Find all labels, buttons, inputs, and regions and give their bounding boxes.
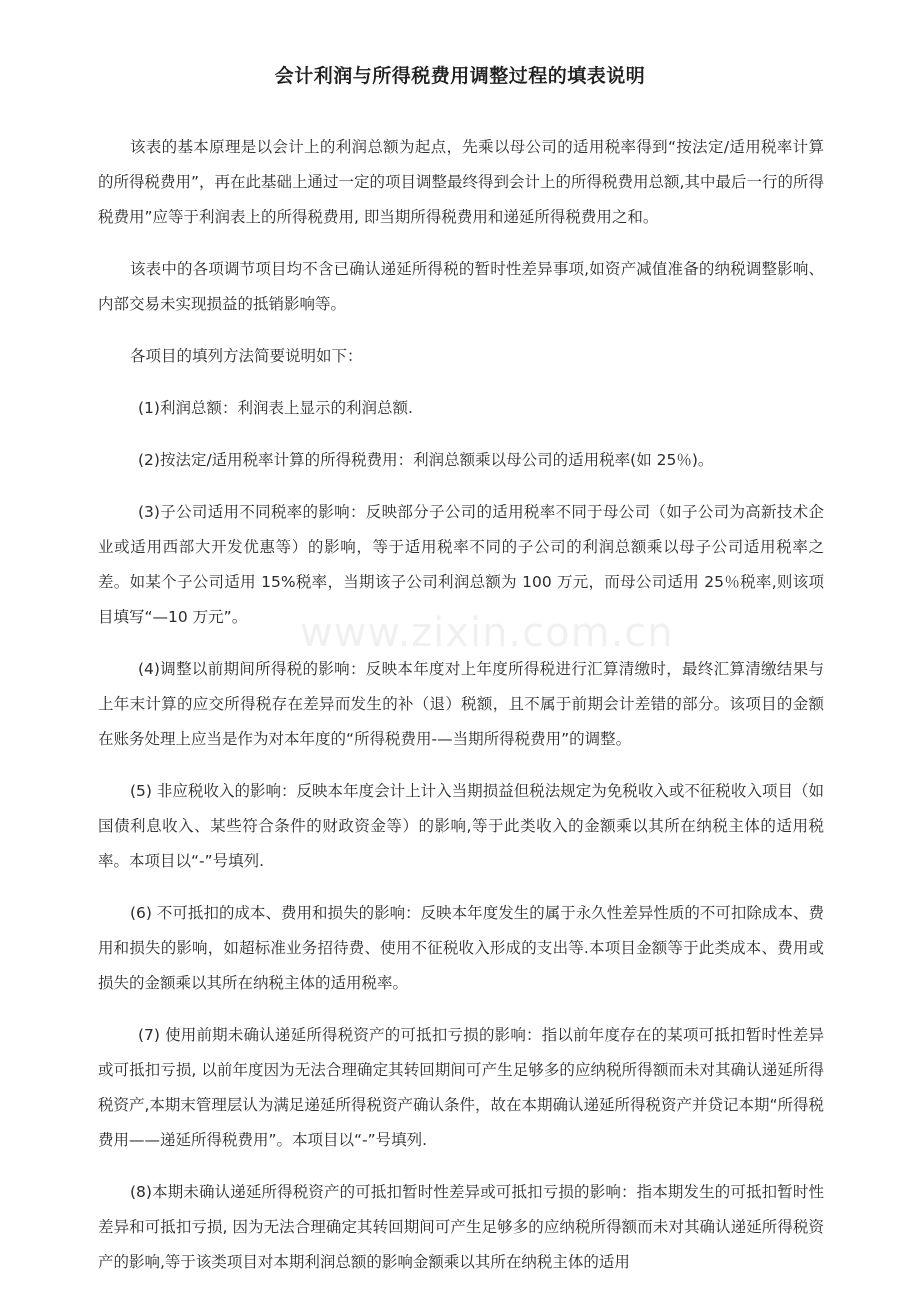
page-title: 会计利润与所得税费用调整过程的填表说明 [274,65,646,87]
watermark: www.zixin.com.cn [300,610,674,656]
paragraph-item-5: (5) 非应税收入的影响：反映本年度会计上计入当期损益但税法规定为免税收入或不征税收入项目（如国债利息收入、某些符合条件的财政资金等）的影响,等于此类收入的金额乘以其所在纳税主体的适用税率。本项目以“-”号填列. [98,782,824,870]
paragraph-method-heading: 各项目的填列方法简要说明如下： [130,347,363,365]
paragraph-item-1: (1)利润总额：利润表上显示的利润总额. [138,399,413,417]
paragraph-item-3: (3)子公司适用不同税率的影响：反映部分子公司的适用税率不同于母公司（如子公司为高新技术企业或适用西部大开发优惠等）的影响，等于适用税率不同的子公司的利润总额乘以母子公司适用税率之差。如某个子公司适用 15%税率，当期该子公司利润总额为 100 万元，而母公司适用 25％税率,则该项目填写“—10 万元”。 [98,503,824,626]
paragraph-item-4: (4)调整以前期间所得税的影响：反映本年度对上年度所得税进行汇算清缴时，最终汇算清缴结果与上年末计算的应交所得税存在差异而发生的补（退）税额，且不属于前期会计差错的部分。该项目的金额在账务处理上应当是作为对本年度的“所得税费用-—当期所得税费用”的调整。 [98,660,824,748]
document-body [98,130,824,1297]
paragraph-item-7: (7) 使用前期未确认递延所得税资产的可抵扣亏损的影响：指以前年度存在的某项可抵扣暂时性差异或可抵扣亏损, 以前年度因为无法合理确定其转回期间可产生足够多的应纳税所得额而未对其确认递延所得税资产,本期末管理层认为满足递延所得税资产确认条件，故在本期确认递延所得税资产并贷记本期“所得税费用——递延所得税费用”。本项目以“-”号填列. [98,1026,824,1149]
paragraph-scope: 该表中的各项调节项目均不含已确认递延所得税的暂时性差异事项,如资产减值准备的纳税调整影响、内部交易未实现损益的抵销影响等。 [98,260,824,313]
paragraph-item-2: (2)按法定/适用税率计算的所得税费用：利润总额乘以母公司的适用税率(如 25％)。 [138,451,714,469]
paragraph-item-8: (8)本期未确认递延所得税资产的可抵扣暂时性差异或可抵扣亏损的影响：指本期发生的可抵扣暂时性差异和可抵扣亏损, 因为无法合理确定其转回期间可产生足够多的应纳税所得额而未对其确认递延所得税资产的影响,等于该类项目对本期利润总额的影响金额乘以其所在纳税主体的适用 [98,1183,824,1271]
paragraph-intro: 该表的基本原理是以会计上的利润总额为起点，先乘以母公司的适用税率得到“按法定/适用税率计算的所得税费用”，再在此基础上通过一定的项目调整最终得到会计上的所得税费用总额,其中最后一行的所得税费用”应等于利润表上的所得税费用, 即当期所得税费用和递延所得税费用之和。 [98,138,824,226]
paragraph-item-6: (6) 不可抵扣的成本、费用和损失的影响：反映本年度发生的属于永久性差异性质的不可扣除成本、费用和损失的影响，如超标准业务招待费、使用不征税收入形成的支出等.本项目金额等于此类成本、费用或损失的金额乘以其所在纳税主体的适用税率。 [98,904,824,992]
